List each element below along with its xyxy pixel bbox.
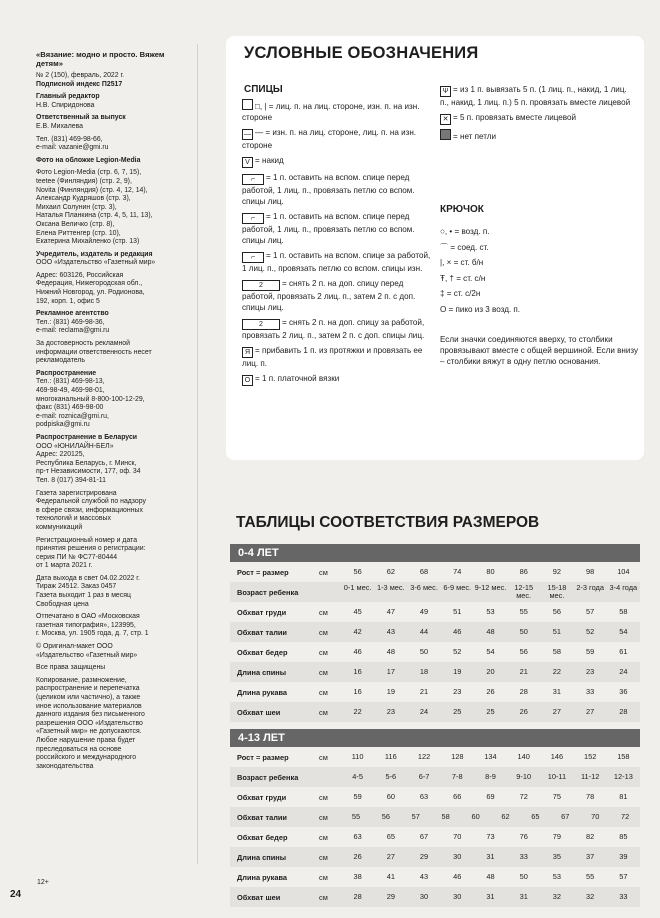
- table-cell: 26: [353, 852, 362, 861]
- crochet-item: ‡ = ст. с/2н: [440, 289, 481, 298]
- purl-stitch-icon: —: [244, 131, 251, 138]
- table-cell: 67: [561, 812, 570, 821]
- table-cell: 33: [586, 687, 595, 696]
- table-cell: 49: [419, 607, 429, 616]
- table-cell: 31: [486, 892, 495, 901]
- row-label: Обхват груди: [237, 607, 287, 617]
- table-cell: 98: [586, 567, 595, 576]
- table-cell: 56: [353, 567, 362, 576]
- table-cell: 47: [386, 607, 395, 616]
- table-cell: 110: [351, 752, 364, 761]
- table-cell: 53: [552, 872, 562, 881]
- table-row: [230, 847, 640, 867]
- row-label: Длина спины: [237, 667, 287, 677]
- table-cell: 29: [386, 892, 395, 901]
- table-row: [230, 602, 640, 622]
- table-cell: 56: [381, 812, 390, 821]
- crochet-note: Если значки соединяются вверху, то столбики провязывают вместе с общей вершиной. Если внизу – столбики вяжут в одну петлю основания.: [440, 335, 639, 366]
- table-row: [230, 767, 640, 787]
- table-cell: 65: [386, 832, 395, 841]
- table-cell: 31: [552, 687, 562, 696]
- table-cell: 12-13: [613, 772, 633, 781]
- table-cell: 25: [453, 707, 462, 716]
- table-cell: 31: [486, 852, 495, 861]
- table-cell: 73: [486, 832, 495, 841]
- legend-box: [226, 36, 644, 460]
- row-unit: см: [319, 707, 328, 717]
- table-cell: 140: [517, 752, 530, 761]
- table-row: [230, 887, 640, 907]
- row-label: Обхват бедер: [237, 647, 288, 657]
- table-cell: 26: [486, 687, 495, 696]
- table-cell: 82: [586, 832, 595, 841]
- table-cell: 25: [486, 707, 495, 716]
- table-row: [230, 622, 640, 642]
- table-cell: 53: [486, 607, 495, 616]
- table-cell: 63: [353, 832, 362, 841]
- row-label: Обхват шеи: [237, 707, 281, 717]
- table-cell: 24: [619, 667, 628, 676]
- table-cell: 158: [617, 752, 630, 761]
- table-cell: 72: [620, 812, 630, 821]
- table-cell: 0-1 мес.: [343, 583, 372, 592]
- row-label: Обхват груди: [237, 792, 287, 802]
- table-cell: 152: [583, 752, 597, 761]
- table-cell: 21: [419, 687, 429, 696]
- table-cell: 85: [619, 832, 628, 841]
- cross-right-icon: ⌐: [242, 252, 264, 263]
- special-stitches: [440, 84, 636, 146]
- table-cell: 74: [453, 567, 462, 576]
- table-cell: 36: [619, 687, 628, 696]
- release-info: Дата выхода в свет 04.02.2022 г. Тираж 24512. Заказ 0457 Газета выходит 1 раз в месяц Свободная цена: [36, 574, 140, 608]
- table-cell: 8-9: [485, 772, 496, 781]
- row-label: Возраст ребенка: [237, 587, 299, 597]
- table-cell: 67: [419, 832, 429, 841]
- address-info: Адрес: 603126, Российская Федерация, Нижегородская обл., Нижний Новгород, ул. Родионова, 192, корп. 1, офис 5: [36, 271, 145, 305]
- table-cell: 92: [552, 567, 562, 576]
- legend-item: = нет петли: [440, 129, 636, 142]
- table-cell: 30: [453, 892, 462, 901]
- table-cell: 51: [453, 607, 462, 616]
- table-cell: 146: [550, 752, 564, 761]
- increase-five-icon: Ψ: [440, 86, 451, 97]
- table-cell: 56: [519, 647, 528, 656]
- table-cell: 122: [417, 752, 431, 761]
- table-cell: 58: [619, 607, 628, 616]
- table-cell: 45: [353, 607, 362, 616]
- table-row: [230, 867, 640, 887]
- table-cell: 16: [353, 667, 362, 676]
- table-cell: 79: [552, 832, 562, 841]
- table-cell: 12-15 мес.: [514, 583, 534, 600]
- legend-item: Ψ = из 1 п. вывязать 5 п. (1 лиц. п., накид, 1 лиц. п., накид, 1 лиц. п.) 5 п. провязать вместе лицевой: [440, 85, 631, 107]
- row-unit: см: [319, 892, 328, 902]
- row-label: Рост = размер: [237, 567, 289, 577]
- table-cell: 30: [453, 852, 462, 861]
- table-cell: 59: [353, 792, 362, 801]
- table-cell: 20: [486, 667, 495, 676]
- table-cell: 28: [619, 707, 628, 716]
- table-cell: 33: [619, 892, 628, 901]
- table-cell: 23: [386, 707, 395, 716]
- row-unit: см: [319, 607, 328, 617]
- page-number: 24: [10, 889, 22, 900]
- table-cell: 22: [552, 667, 562, 676]
- row-unit: см: [319, 792, 328, 802]
- row-label: Обхват талии: [237, 627, 287, 637]
- table-cell: 6-7: [418, 772, 430, 781]
- table-cell: 50: [419, 647, 429, 656]
- table-cell: 32: [552, 892, 562, 901]
- table-cell: 42: [353, 627, 362, 636]
- table-cell: 26: [519, 707, 528, 716]
- table-cell: 63: [419, 792, 429, 801]
- cross-left-purl-icon: ⌐: [242, 213, 264, 224]
- size-table-0-4: [230, 544, 640, 722]
- table-cell: 52: [586, 627, 595, 636]
- table-cell: 78: [586, 792, 595, 801]
- table-cell: 23: [453, 687, 462, 696]
- crochet-item: Ο = пико из 3 возд. п.: [440, 304, 521, 314]
- table-cell: 43: [419, 872, 429, 881]
- table-cell: 69: [486, 792, 495, 801]
- row-label: Возраст ребенка: [237, 772, 299, 782]
- table-cell: 52: [453, 647, 462, 656]
- table-cell: 55: [519, 607, 528, 616]
- editor-info: Главный редактор Н.В. Спиридонова: [36, 93, 100, 109]
- table-cell: 57: [586, 607, 595, 616]
- table-row: [230, 827, 640, 847]
- table-row: [230, 682, 640, 702]
- table-cell: 72: [519, 792, 528, 801]
- table-cell: 10-11: [547, 772, 567, 781]
- table-cell: 134: [484, 752, 497, 761]
- row-label: Длина рукава: [237, 687, 288, 697]
- table-cell: 31: [519, 892, 528, 901]
- table-cell: 116: [384, 752, 397, 761]
- legend-item: ⌐ = 1 п. оставить на вспом. спице перед работой, 1 лиц. п., провязать петлю со вспом. спицы лиц.: [242, 212, 415, 245]
- table-cell: 128: [451, 752, 464, 761]
- table-cell: 41: [386, 872, 395, 881]
- legend-item: ⌐ = 1 п. оставить на вспом. спице перед работой, 1 лиц. п., провязать петлю со вспом. спицы лиц.: [242, 173, 415, 206]
- row-label: Рост = размер: [237, 752, 289, 762]
- original-layout: © Оригинал-макет ООО «Издательство «Газетный мир»: [36, 643, 138, 659]
- row-unit: см: [319, 647, 328, 657]
- table-cell: 62: [501, 812, 510, 821]
- table-cell: 54: [486, 647, 495, 656]
- crochet-item: ○, • = возд. п.: [440, 227, 490, 236]
- table-cell: 66: [453, 792, 462, 801]
- row-unit: см: [319, 667, 328, 677]
- table-cell: 27: [586, 707, 595, 716]
- crochet-item: |, × = ст. б/н: [440, 258, 484, 267]
- legend-item: V = накид: [242, 155, 434, 168]
- ad-agency: Рекламное агентство Тел.: (831) 469-98-36, e-mail: reclama@gmi.ru: [36, 310, 110, 335]
- garter-stitch-icon: O: [242, 375, 253, 386]
- table-cell: 21: [519, 667, 528, 676]
- row-unit: см: [319, 812, 328, 822]
- table-cell: 22: [353, 707, 362, 716]
- table-cell: 9-12 мес.: [474, 583, 507, 592]
- cover-photo-credit: Фото на обложке Legion-Media: [36, 156, 141, 164]
- table-cell: 80: [486, 567, 495, 576]
- imprint-sidebar: [36, 50, 186, 775]
- table-cell: 7-8: [451, 772, 463, 781]
- table-cell: 6-9 мес.: [443, 583, 472, 592]
- row-label: Обхват талии: [237, 812, 287, 822]
- belarus-distribution: Распространение в Беларуси ООО «ЮНИЛАЙН-БЕЛ» Адрес: 220125, Республика Беларусь, г. Минск, пр-т Независимости, 177, оф. 34 Тел. 8 (017) 394-81-11: [36, 433, 141, 484]
- table-cell: 54: [619, 627, 628, 636]
- no-stitch-icon: [440, 129, 451, 140]
- column-divider: [197, 44, 198, 864]
- table-cell: 59: [586, 647, 595, 656]
- table-cell: 50: [519, 627, 528, 636]
- legend-item: □, | = лиц. п. на лиц. стороне, изн. п. на изн. стороне: [242, 99, 434, 123]
- legend-item: 2 = снять 2 п. на доп. спицу перед работой, провязать 2 лиц. п., затем 2 п. с доп. спицы лиц.: [242, 279, 416, 312]
- table-cell: 24: [419, 707, 429, 716]
- table-cell: 28: [353, 892, 362, 901]
- table-cell: 60: [386, 792, 395, 801]
- printing-info: Отпечатано в ОАО «Московская газетная типография», 123995, г. Москва, ул. 1905 года, д. 7, стр. 1: [36, 613, 149, 638]
- table-cell: 5-6: [385, 772, 397, 781]
- table-cell: 15-18 мес.: [547, 583, 567, 600]
- row-label: Обхват бедер: [237, 832, 288, 842]
- cross-left-icon: ⌐: [242, 174, 264, 185]
- rights-reserved: Все права защищены: [36, 664, 106, 672]
- row-unit: см: [319, 627, 328, 637]
- size-table-4-13: [230, 729, 640, 907]
- legend-item: ⌐ = 1 п. оставить на вспом. спице за работой, 1 лиц. п., провязать петлю со вспом. спицы изн.: [242, 251, 431, 273]
- table-cell: 16: [353, 687, 362, 696]
- table-cell: 44: [419, 627, 429, 636]
- table-cell: 18: [419, 667, 429, 676]
- table-cell: 37: [586, 852, 595, 861]
- row-label: Длина спины: [237, 852, 287, 862]
- table-cell: 43: [386, 627, 395, 636]
- table-cell: 57: [411, 812, 420, 821]
- table-cell: 19: [453, 667, 462, 676]
- table-row: [230, 582, 640, 602]
- table-cell: 57: [619, 872, 628, 881]
- table-cell: 48: [486, 872, 495, 881]
- decrease-five-icon: ✕: [440, 114, 451, 125]
- table-cell: 50: [519, 872, 528, 881]
- cable-left-icon: 2: [242, 280, 280, 291]
- table-cell: 30: [419, 892, 429, 901]
- row-label: Обхват шеи: [237, 892, 281, 902]
- table-cell: 62: [386, 567, 395, 576]
- table-cell: 104: [617, 567, 630, 576]
- table-cell: 70: [591, 812, 600, 821]
- table-cell: 23: [586, 667, 595, 676]
- legend-item: ✕ = 5 п. провязать вместе лицевой: [440, 112, 636, 125]
- table-cell: 4-5: [352, 772, 363, 781]
- row-unit: см: [319, 852, 328, 862]
- table-cell: 27: [386, 852, 395, 861]
- table-cell: 3-6 мес.: [410, 583, 438, 592]
- ad-note: За достоверность рекламной информации ответственность несет рекламодатель: [36, 340, 152, 365]
- table-cell: 19: [386, 687, 395, 696]
- legend-item: — — = изн. п. на лиц. стороне, лиц. п. на изн. стороне: [242, 128, 417, 150]
- responsible-info: Ответственный за выпуск Е.В. Михалева: [36, 114, 126, 130]
- sizes-title: ТАБЛИЦЫ СООТВЕТСТВИЯ РАЗМЕРОВ: [236, 514, 540, 531]
- cable-right-icon: 2: [242, 319, 280, 330]
- table-cell: 51: [552, 627, 562, 636]
- table-row: [230, 807, 640, 827]
- table-cell: 60: [471, 812, 480, 821]
- row-label: Длина рукава: [237, 872, 288, 882]
- legend-item: O = 1 п. платочной вязки: [242, 373, 434, 386]
- table-cell: 2-3 года: [576, 583, 604, 592]
- crochet-list: [440, 224, 636, 317]
- row-unit: см: [319, 567, 328, 577]
- table-header: 0-4 ЛЕТ: [230, 544, 640, 562]
- knit-stitch-icon: [242, 99, 253, 110]
- table-cell: 46: [453, 872, 462, 881]
- table-cell: 55: [586, 872, 595, 881]
- row-unit: см: [319, 832, 328, 842]
- table-cell: 48: [386, 647, 395, 656]
- table-cell: 81: [619, 792, 628, 801]
- table-cell: 61: [619, 647, 628, 656]
- table-cell: 28: [519, 687, 528, 696]
- registration-info: Газета зарегистрирована Федеральной службой по надзору в сфере связи, информационных технологий и массовых коммуникаций: [36, 489, 146, 531]
- table-cell: 17: [386, 667, 395, 676]
- table-cell: 86: [519, 567, 528, 576]
- table-cell: 27: [552, 707, 562, 716]
- legend-item: 2 = снять 2 п. на доп. спицу за работой, провязать 2 лиц. п., затем 2 п. с доп. спицы лиц.: [242, 318, 425, 340]
- table-row: [230, 702, 640, 722]
- table-cell: 68: [419, 567, 429, 576]
- issue-info: № 2 (150), февраль, 2022 г. Подписной индекс П2517: [36, 72, 125, 88]
- contacts: Тел. (831) 469-98-66, e-mail: vazanie@gmi.ru: [36, 135, 109, 152]
- table-header: 4-13 ЛЕТ: [230, 729, 640, 747]
- table-cell: 76: [519, 832, 528, 841]
- table-cell: 9-10: [516, 772, 532, 781]
- crochet-item: ⌒ = соед. ст.: [440, 242, 489, 252]
- copyright-notice: Копирование, размножение, распространение и перепечатка (целиком или частично), а также иное использование материалов данного издания без письменного разрешения ООО «Издательство «Газетный мир» не допускаются. Любое нарушение права будет преследоваться на основе российского и международного законодательства: [36, 676, 145, 770]
- table-cell: 70: [453, 832, 462, 841]
- table-cell: 11-12: [580, 772, 600, 781]
- legend-title: УСЛОВНЫЕ ОБОЗНАЧЕНИЯ: [244, 44, 479, 62]
- table-cell: 32: [586, 892, 595, 901]
- table-cell: 3-4 года: [609, 583, 638, 592]
- table-cell: 75: [552, 792, 562, 801]
- table-cell: 56: [552, 607, 562, 616]
- table-cell: 55: [351, 812, 361, 821]
- crochet-heading: КРЮЧОК: [440, 204, 484, 215]
- table-cell: 35: [552, 852, 562, 861]
- increase-icon: Я: [242, 347, 253, 358]
- row-unit: см: [319, 687, 328, 697]
- table-row: [230, 662, 640, 682]
- table-row: [230, 747, 640, 767]
- table-cell: 48: [486, 627, 495, 636]
- distribution-info: Распространение Тел.: (831) 469-98-13, 469-98-49, 469-98-01, многоканальный 8-800-100-12-29, факс (831) 469-98-00 e-mail: roznica@gmi.ru, podpiska@gmi.ru: [36, 369, 145, 429]
- table-cell: 33: [519, 852, 528, 861]
- table-cell: 46: [353, 647, 362, 656]
- age-rating: 12+: [37, 879, 49, 886]
- row-unit: см: [319, 752, 328, 762]
- legend-item: Я = прибавить 1 п. из протяжки и провязать ее лиц. п.: [242, 346, 423, 368]
- table-cell: 58: [441, 812, 450, 821]
- table-cell: 39: [619, 852, 628, 861]
- registration-number: Регистрационный номер и дата принятия решения о регистрации: серия ПИ № ФС77-80444 от 1 марта 2021 г.: [36, 536, 146, 570]
- founder-info: Учредитель, издатель и редакция ООО «Издательство «Газетный мир»: [36, 250, 156, 267]
- photo-credits: Фото Legion-Media (стр. 6, 7, 15), teetee (Финляндия) (стр. 2, 9), Novita (Финляндия) (стр. 4, 12, 14), Александр Кудряшов (стр. 3), Михаил Солунин (стр. 3), Наталья Планкина (стр. 4, 5, 11, 13), Оксана Величко (стр. 8), Елена Риттенгер (стр. 10), Екатерина Михайленко (стр. 13): [36, 169, 153, 246]
- magazine-title: «Вязание: модно и просто. Вяжем детям»: [36, 50, 165, 68]
- table-row: [230, 562, 640, 582]
- needles-list: [242, 99, 434, 390]
- table-cell: 29: [419, 852, 429, 861]
- row-unit: см: [319, 872, 328, 882]
- crochet-item: Ŧ, † = ст. с/н: [440, 273, 486, 283]
- table-cell: 58: [552, 647, 562, 656]
- table-cell: 1-3 мес.: [376, 583, 405, 592]
- needles-heading: СПИЦЫ: [244, 84, 283, 95]
- yarn-over-icon: V: [242, 157, 253, 168]
- table-cell: 38: [353, 872, 362, 881]
- table-row: [230, 787, 640, 807]
- table-cell: 46: [453, 627, 462, 636]
- table-cell: 65: [531, 812, 540, 821]
- table-row: [230, 642, 640, 662]
